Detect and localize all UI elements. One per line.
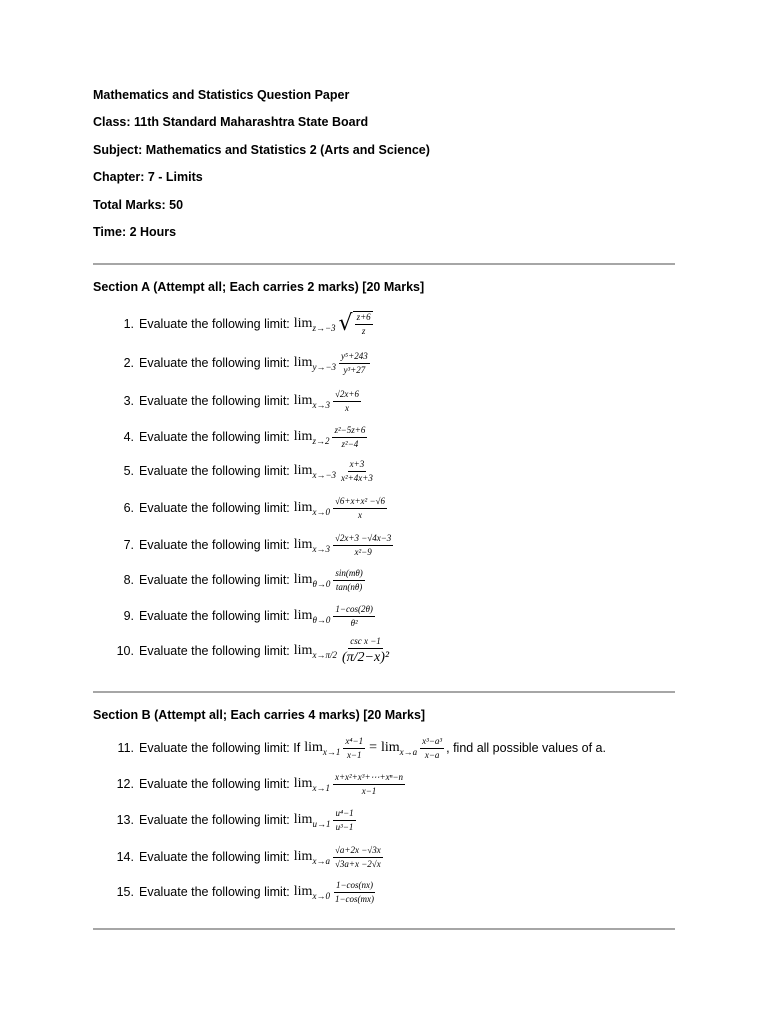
numerator: u⁴−1 bbox=[333, 808, 355, 821]
lim-subscript: x→0 bbox=[312, 507, 330, 517]
question-number: 15. bbox=[116, 885, 134, 899]
lim-subscript: z→2 bbox=[312, 436, 330, 446]
lim-operator: lim bbox=[293, 537, 313, 552]
question-text: Evaluate the following limit: bbox=[139, 644, 290, 658]
numerator: z+6 bbox=[355, 312, 373, 325]
lim-operator: lim bbox=[293, 393, 313, 408]
lim-subscript: x→a bbox=[312, 856, 330, 866]
divider bbox=[93, 691, 675, 693]
lim-subscript: y→−3 bbox=[312, 362, 337, 372]
denominator: z bbox=[361, 326, 366, 336]
numerator: √2x+6 bbox=[333, 389, 361, 402]
lim-operator: lim bbox=[293, 355, 313, 370]
question-text: Evaluate the following limit: If bbox=[139, 741, 301, 755]
lim-subscript: θ→0 bbox=[312, 615, 331, 625]
question-item bbox=[0, 493, 768, 523]
denominator: x bbox=[357, 509, 362, 520]
lim-subscript: x→1 bbox=[312, 783, 330, 793]
lim-operator: lim bbox=[293, 500, 313, 515]
fraction bbox=[353, 311, 373, 337]
question-item bbox=[0, 348, 768, 378]
fraction bbox=[339, 459, 375, 484]
denominator: z²−4 bbox=[341, 438, 359, 449]
fraction bbox=[333, 533, 393, 558]
numerator: y⁵+243 bbox=[339, 351, 370, 364]
numerator: sin(mθ) bbox=[333, 568, 364, 581]
question-number: 13. bbox=[116, 813, 134, 827]
question-tail: , find all possible values of a. bbox=[446, 741, 606, 755]
question-number: 12. bbox=[116, 777, 134, 791]
question-text: Evaluate the following limit: bbox=[139, 777, 290, 791]
total-marks: Total Marks: 50 bbox=[93, 198, 184, 212]
numerator: 1−cos(2θ) bbox=[333, 604, 375, 617]
lim-operator: lim bbox=[293, 316, 313, 331]
numerator: z²−5z+6 bbox=[332, 425, 367, 438]
lim-operator: lim bbox=[293, 812, 313, 827]
fraction bbox=[333, 568, 364, 593]
question-item bbox=[0, 877, 768, 907]
question-number: 10. bbox=[116, 644, 134, 658]
lim-subscript: x→3 bbox=[312, 400, 330, 410]
fraction bbox=[420, 736, 444, 761]
fraction bbox=[333, 808, 355, 833]
paper-title: Mathematics and Statistics Question Paper bbox=[93, 88, 350, 102]
fraction bbox=[343, 736, 365, 761]
question-text: Evaluate the following limit: bbox=[139, 317, 290, 331]
question-text: Evaluate the following limit: bbox=[139, 356, 290, 370]
question-text: Evaluate the following limit: bbox=[139, 501, 290, 515]
question-item bbox=[0, 636, 768, 666]
fraction bbox=[333, 880, 376, 905]
fraction bbox=[339, 351, 370, 376]
lim-subscript: x→a bbox=[399, 747, 418, 757]
denominator: 1−cos(mx) bbox=[334, 893, 375, 904]
divider bbox=[93, 263, 675, 265]
question-item bbox=[0, 565, 768, 595]
question-number: 11. bbox=[117, 741, 134, 755]
question-text: Evaluate the following limit: bbox=[139, 885, 290, 899]
question-item bbox=[0, 422, 768, 452]
question-text: Evaluate the following limit: bbox=[139, 464, 290, 478]
denominator: u³−1 bbox=[335, 821, 354, 832]
question-number: 3. bbox=[123, 394, 134, 408]
question-text: Evaluate the following limit: bbox=[139, 813, 290, 827]
lim-operator: lim bbox=[293, 608, 313, 623]
denominator: x bbox=[344, 402, 349, 413]
lim-subscript: x→−3 bbox=[312, 470, 337, 480]
section-b-heading: Section B (Attempt all; Each carries 4 marks) [20 Marks] bbox=[93, 708, 426, 722]
question-number: 2. bbox=[123, 356, 134, 370]
section-a-heading: Section A (Attempt all; Each carries 2 marks) [20 Marks] bbox=[93, 280, 425, 294]
numerator: √a+2x −√3x bbox=[333, 845, 383, 858]
lim-subscript: z→−3 bbox=[312, 323, 336, 333]
question-text: Evaluate the following limit: bbox=[139, 573, 290, 587]
numerator: √2x+3 −√4x−3 bbox=[333, 533, 393, 546]
denominator: √3a+x −2√x bbox=[334, 858, 381, 869]
numerator: csc x −1 bbox=[348, 636, 383, 649]
numerator: 1−cos(nx) bbox=[334, 880, 375, 893]
denominator: x−1 bbox=[361, 785, 377, 796]
lim-operator: lim bbox=[293, 643, 313, 658]
sqrt-expression bbox=[339, 311, 373, 337]
lim-operator: lim bbox=[293, 776, 313, 791]
lim-subscript: u→1 bbox=[312, 819, 331, 829]
question-item bbox=[0, 733, 768, 763]
question-text: Evaluate the following limit: bbox=[139, 850, 290, 864]
fraction bbox=[340, 636, 391, 666]
question-item bbox=[0, 386, 768, 416]
question-number: 9. bbox=[123, 609, 134, 623]
divider bbox=[93, 928, 675, 930]
question-number: 6. bbox=[123, 501, 134, 515]
chapter-line: Chapter: 7 - Limits bbox=[93, 170, 203, 184]
fraction bbox=[333, 389, 361, 414]
radical-sign: √ bbox=[338, 311, 353, 336]
question-number: 14. bbox=[116, 850, 134, 864]
question-number: 5. bbox=[123, 464, 134, 478]
denominator: tan(nθ) bbox=[335, 581, 363, 592]
lim-operator: lim bbox=[293, 463, 313, 478]
denominator: x²−9 bbox=[354, 546, 372, 557]
fraction bbox=[333, 604, 375, 629]
numerator: x+3 bbox=[348, 459, 367, 472]
lim-operator: lim bbox=[293, 572, 313, 587]
question-number: 1. bbox=[123, 317, 134, 331]
question-item bbox=[0, 601, 768, 631]
question-item bbox=[0, 530, 768, 560]
lim-operator: lim bbox=[380, 740, 400, 755]
time-line: Time: 2 Hours bbox=[93, 225, 177, 239]
lim-subscript: x→1 bbox=[322, 747, 341, 757]
denominator: (π/2−x)² bbox=[341, 650, 390, 665]
class-line: Class: 11th Standard Maharashtra State Board bbox=[93, 115, 369, 129]
lim-operator: lim bbox=[304, 740, 323, 755]
question-text: Evaluate the following limit: bbox=[139, 538, 290, 552]
question-number: 8. bbox=[123, 573, 134, 587]
lim-operator: lim bbox=[293, 849, 313, 864]
lim-operator: lim bbox=[293, 884, 313, 899]
numerator: x³−a³ bbox=[420, 736, 444, 749]
lim-operator: lim bbox=[293, 429, 313, 444]
denominator: y³+27 bbox=[343, 364, 366, 375]
question-item bbox=[0, 769, 768, 799]
denominator: θ² bbox=[350, 617, 358, 628]
equals-sign: = bbox=[369, 740, 377, 755]
denominator: x−1 bbox=[346, 749, 362, 760]
fraction bbox=[333, 845, 383, 870]
fraction bbox=[333, 772, 405, 797]
question-item bbox=[0, 842, 768, 872]
fraction bbox=[333, 496, 387, 521]
question-item bbox=[0, 309, 768, 339]
fraction bbox=[332, 425, 367, 450]
subject-line: Subject: Mathematics and Statistics 2 (Arts and Science) bbox=[93, 143, 430, 157]
numerator: √6+x+x² −√6 bbox=[333, 496, 387, 509]
numerator: x+x²+x³+⋯+xⁿ−n bbox=[333, 772, 405, 785]
question-text: Evaluate the following limit: bbox=[139, 430, 290, 444]
lim-subscript: x→3 bbox=[312, 544, 330, 554]
question-text: Evaluate the following limit: bbox=[139, 394, 290, 408]
question-text: Evaluate the following limit: bbox=[139, 609, 290, 623]
numerator: x⁴−1 bbox=[343, 736, 365, 749]
lim-subscript: x→π/2 bbox=[312, 650, 337, 660]
denominator: x−a bbox=[424, 749, 440, 760]
lim-subscript: θ→0 bbox=[312, 579, 331, 589]
question-item bbox=[0, 805, 768, 835]
question-number: 7. bbox=[123, 538, 134, 552]
lim-subscript: x→0 bbox=[312, 891, 330, 901]
denominator: x²+4x+3 bbox=[341, 472, 373, 483]
question-number: 4. bbox=[123, 430, 134, 444]
question-item bbox=[0, 456, 768, 486]
